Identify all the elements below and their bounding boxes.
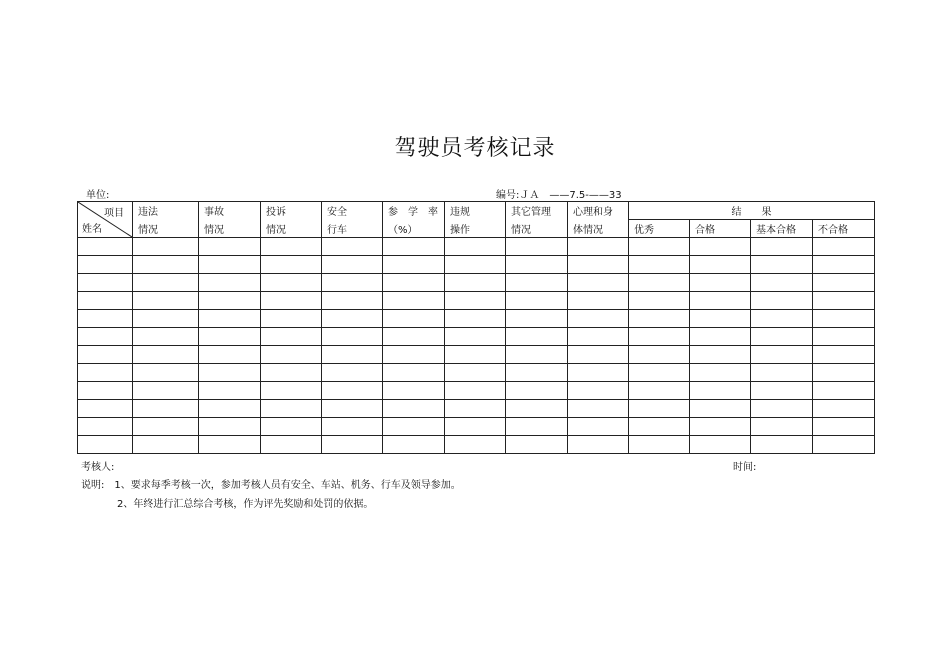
table-cell — [629, 274, 690, 292]
table-cell — [383, 418, 445, 436]
table-cell — [133, 436, 199, 454]
table-cell — [322, 400, 383, 418]
col-header-bottom: 情况 — [133, 220, 199, 238]
table-cell — [629, 256, 690, 274]
col-header-top: 心理和身 — [568, 202, 629, 220]
table-cell — [78, 256, 133, 274]
table-cell — [506, 238, 568, 256]
table-cell — [383, 382, 445, 400]
table-cell — [813, 364, 875, 382]
table-cell — [322, 292, 383, 310]
table-cell — [445, 382, 506, 400]
table-cell — [78, 292, 133, 310]
table-cell — [261, 256, 322, 274]
table-cell — [383, 310, 445, 328]
table-cell — [568, 274, 629, 292]
table-row — [78, 400, 875, 418]
table-cell — [506, 418, 568, 436]
table-cell — [690, 418, 751, 436]
table-cell — [445, 328, 506, 346]
table-cell — [261, 346, 322, 364]
result-col-fail: 不合格 — [813, 220, 875, 238]
table-cell — [78, 274, 133, 292]
unit-label: 单位: — [86, 190, 110, 201]
table-cell — [261, 274, 322, 292]
table-cell — [261, 382, 322, 400]
table-cell — [78, 436, 133, 454]
table-cell — [383, 364, 445, 382]
result-col-excellent: 优秀 — [629, 220, 690, 238]
table-cell — [322, 436, 383, 454]
table-cell — [383, 328, 445, 346]
table-cell — [568, 382, 629, 400]
table-cell — [133, 382, 199, 400]
table-cell — [690, 364, 751, 382]
table-cell — [813, 436, 875, 454]
table-cell — [751, 292, 813, 310]
table-cell — [133, 310, 199, 328]
table-cell — [813, 292, 875, 310]
table-cell — [813, 310, 875, 328]
table-cell — [445, 418, 506, 436]
table-cell — [690, 400, 751, 418]
table-cell — [199, 274, 261, 292]
table-cell — [445, 292, 506, 310]
table-cell — [445, 400, 506, 418]
table-cell — [751, 238, 813, 256]
table-cell — [78, 418, 133, 436]
table-cell — [78, 346, 133, 364]
table-cell — [690, 274, 751, 292]
note-line-2: 2、年终进行汇总综合考核，作为评先奖励和处罚的依据。 — [117, 499, 374, 510]
col-header-bottom: 情况 — [199, 220, 261, 238]
table-cell — [322, 328, 383, 346]
table-cell — [629, 328, 690, 346]
table-cell — [751, 382, 813, 400]
table-cell — [383, 238, 445, 256]
table-cell — [568, 292, 629, 310]
table-cell — [322, 256, 383, 274]
diag-bottom-label: 姓名 — [82, 224, 102, 235]
table-row — [78, 256, 875, 274]
table-cell — [568, 364, 629, 382]
table-row — [78, 292, 875, 310]
col-header-top: 事故 — [199, 202, 261, 220]
col-header-bottom: （%） — [383, 220, 445, 238]
table-cell — [199, 310, 261, 328]
table-cell — [629, 346, 690, 364]
reviewer-label: 考核人: — [81, 462, 115, 473]
table-cell — [199, 436, 261, 454]
table-cell — [199, 346, 261, 364]
table-cell — [506, 400, 568, 418]
col-header-bottom: 体情况 — [568, 220, 629, 238]
table-cell — [568, 256, 629, 274]
table-cell — [322, 364, 383, 382]
table-cell — [506, 274, 568, 292]
table-cell — [133, 418, 199, 436]
table-cell — [629, 418, 690, 436]
table-cell — [568, 400, 629, 418]
table-cell — [568, 436, 629, 454]
code-label: 编号:ＪＡ ——7.5-——33 — [496, 190, 622, 201]
table-cell — [506, 346, 568, 364]
table-cell — [322, 238, 383, 256]
table-cell — [133, 274, 199, 292]
col-header-top: 其它管理 — [506, 202, 568, 220]
table-cell — [261, 418, 322, 436]
table-row — [78, 346, 875, 364]
table-cell — [751, 364, 813, 382]
table-cell — [506, 364, 568, 382]
table-row — [78, 310, 875, 328]
note-line-1: 说明: 1、要求每季考核一次，参加考核人员有安全、车站、机务、行车及领导参加。 — [81, 480, 461, 491]
table-cell — [629, 436, 690, 454]
col-header-bottom: 操作 — [445, 220, 506, 238]
col-header-top: 违规 — [445, 202, 506, 220]
table-cell — [133, 400, 199, 418]
time-label: 时间: — [733, 462, 757, 473]
table-cell — [322, 418, 383, 436]
table-cell — [199, 256, 261, 274]
col-header-bottom: 行车 — [322, 220, 383, 238]
table-row — [78, 238, 875, 256]
table-cell — [133, 328, 199, 346]
table-row — [78, 418, 875, 436]
result-col-pass: 合格 — [690, 220, 751, 238]
table-cell — [322, 310, 383, 328]
table-cell — [78, 328, 133, 346]
table-cell — [690, 310, 751, 328]
table-cell — [506, 382, 568, 400]
diagonal-header-cell — [78, 202, 133, 238]
table-cell — [445, 436, 506, 454]
col-header-top: 参 学 率 — [383, 202, 445, 220]
table-cell — [506, 310, 568, 328]
diag-top-label: 项目 — [104, 208, 124, 219]
table-cell — [78, 238, 133, 256]
header-row-2 — [78, 220, 875, 238]
table-cell — [133, 256, 199, 274]
table-cell — [813, 238, 875, 256]
table-cell — [383, 274, 445, 292]
table-cell — [445, 364, 506, 382]
table-cell — [261, 436, 322, 454]
table-cell — [199, 364, 261, 382]
table-cell — [629, 238, 690, 256]
table-cell — [568, 328, 629, 346]
table-cell — [629, 382, 690, 400]
table-cell — [690, 238, 751, 256]
col-header-top: 投诉 — [261, 202, 322, 220]
table-cell — [383, 400, 445, 418]
table-cell — [261, 310, 322, 328]
col-header-top: 违法 — [133, 202, 199, 220]
table-cell — [445, 274, 506, 292]
page-title: 驾驶员考核记录 — [394, 136, 556, 161]
table-cell — [261, 364, 322, 382]
table-cell — [199, 292, 261, 310]
table-cell — [383, 436, 445, 454]
table-cell — [506, 256, 568, 274]
table-row — [78, 364, 875, 382]
table-cell — [568, 418, 629, 436]
table-cell — [629, 292, 690, 310]
table-cell — [751, 310, 813, 328]
table-cell — [322, 274, 383, 292]
table-row — [78, 274, 875, 292]
table-cell — [690, 256, 751, 274]
table-cell — [133, 238, 199, 256]
table-cell — [322, 382, 383, 400]
table-cell — [751, 400, 813, 418]
table-cell — [199, 238, 261, 256]
table-cell — [133, 346, 199, 364]
table-cell — [813, 328, 875, 346]
table-cell — [751, 418, 813, 436]
table-cell — [261, 400, 322, 418]
table-cell — [383, 256, 445, 274]
col-header-bottom: 情况 — [261, 220, 322, 238]
result-col-basic-pass: 基本合格 — [751, 220, 813, 238]
table-cell — [813, 256, 875, 274]
table-cell — [751, 256, 813, 274]
assessment-table — [77, 201, 875, 454]
header-row-1 — [78, 202, 875, 220]
table-cell — [445, 310, 506, 328]
table-cell — [506, 436, 568, 454]
table-cell — [629, 364, 690, 382]
table-cell — [813, 382, 875, 400]
table-cell — [322, 346, 383, 364]
table-cell — [690, 382, 751, 400]
table-cell — [813, 400, 875, 418]
table-cell — [813, 274, 875, 292]
table-cell — [690, 292, 751, 310]
table-cell — [568, 310, 629, 328]
table-cell — [78, 400, 133, 418]
table-cell — [445, 256, 506, 274]
table-cell — [568, 346, 629, 364]
table-cell — [751, 346, 813, 364]
result-group-header: 结 果 — [629, 202, 875, 220]
col-header-bottom: 情况 — [506, 220, 568, 238]
col-header-top: 安全 — [322, 202, 383, 220]
table-cell — [78, 382, 133, 400]
table-cell — [261, 238, 322, 256]
table-row — [78, 328, 875, 346]
table-cell — [445, 238, 506, 256]
table-cell — [506, 292, 568, 310]
table-cell — [751, 274, 813, 292]
table-cell — [261, 328, 322, 346]
table-cell — [445, 346, 506, 364]
table-cell — [383, 292, 445, 310]
table-cell — [568, 238, 629, 256]
table-cell — [506, 328, 568, 346]
table-cell — [199, 418, 261, 436]
table-cell — [690, 346, 751, 364]
table-cell — [383, 346, 445, 364]
table-cell — [133, 292, 199, 310]
table-cell — [751, 436, 813, 454]
table-row — [78, 436, 875, 454]
table-cell — [690, 328, 751, 346]
table-cell — [199, 328, 261, 346]
table-cell — [690, 436, 751, 454]
table-cell — [133, 364, 199, 382]
table-cell — [78, 310, 133, 328]
table-row — [78, 382, 875, 400]
table-cell — [629, 400, 690, 418]
table-cell — [813, 418, 875, 436]
table-cell — [629, 310, 690, 328]
table-cell — [199, 400, 261, 418]
table-cell — [261, 292, 322, 310]
table-cell — [78, 364, 133, 382]
table-cell — [751, 328, 813, 346]
table-cell — [199, 382, 261, 400]
table-cell — [813, 346, 875, 364]
